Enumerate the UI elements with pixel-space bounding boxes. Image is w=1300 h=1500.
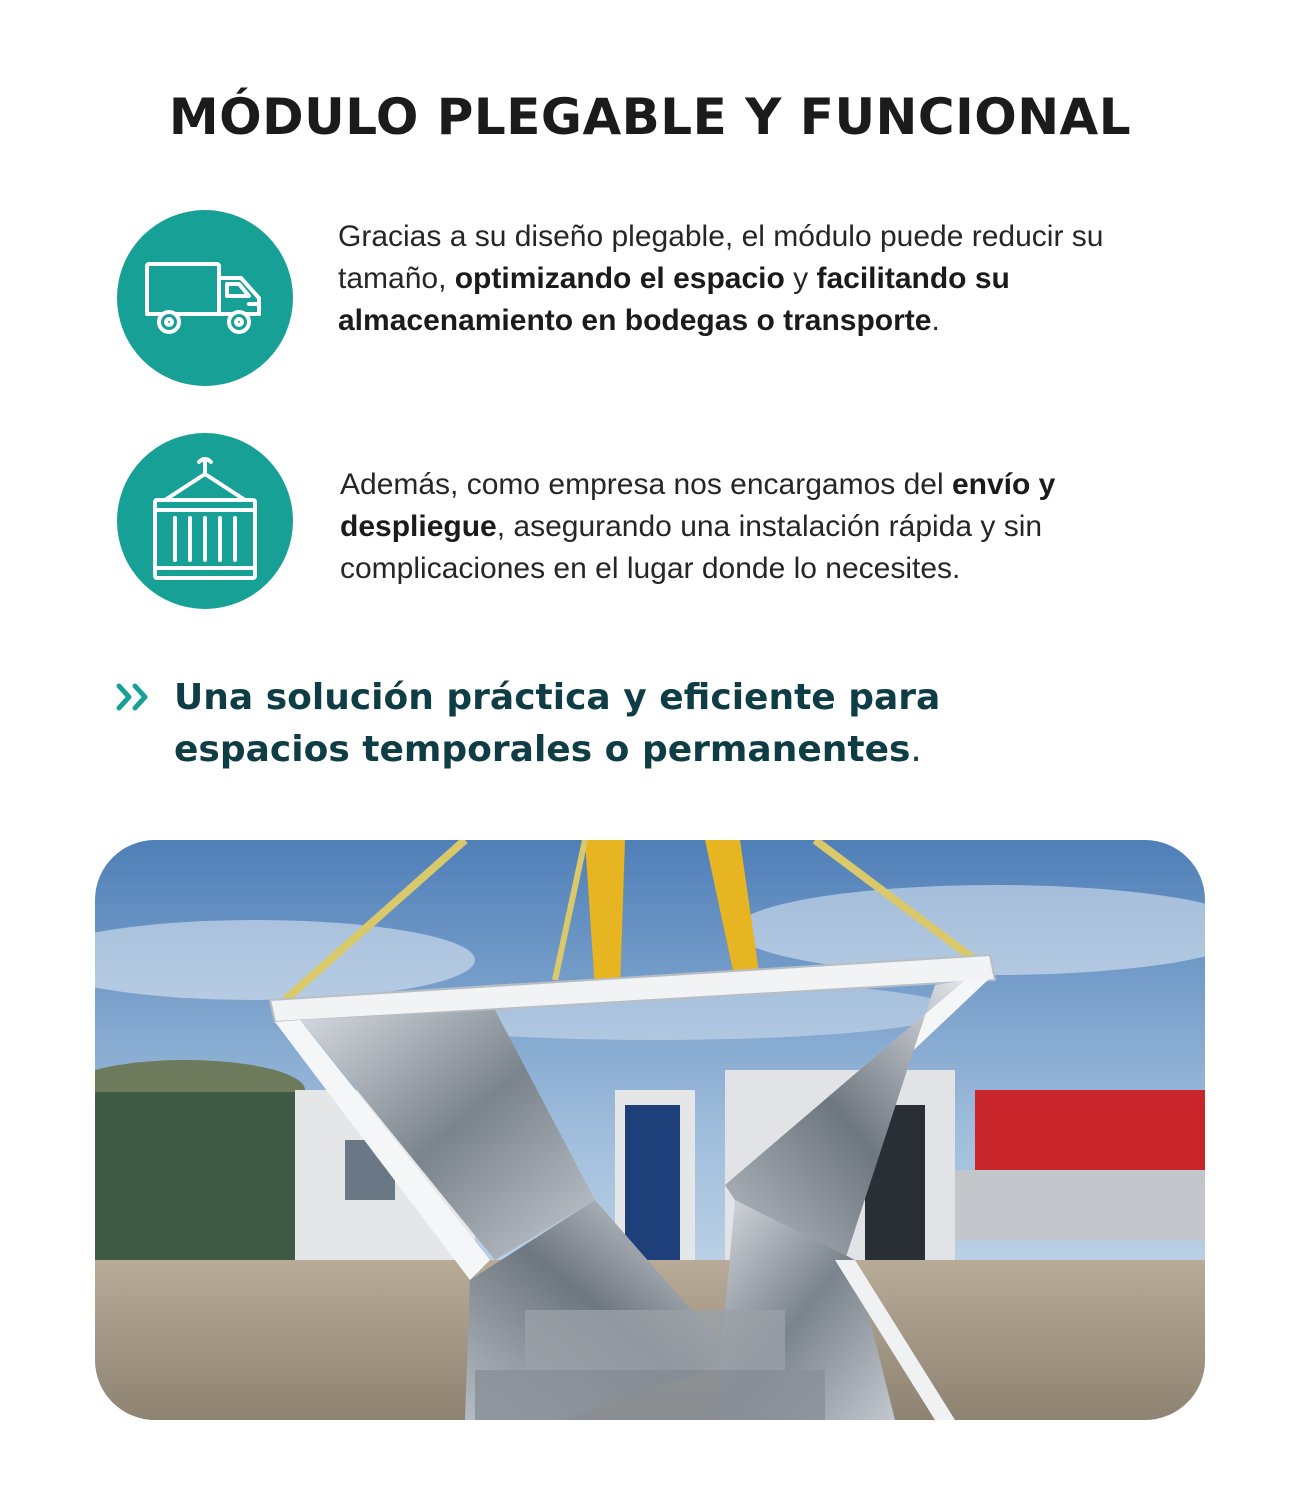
tagline: [114, 672, 1114, 776]
tagline-bold: Una solución práctica y eficiente para espacios temporales o permanentes: [174, 677, 941, 770]
container-icon-circle: [117, 433, 293, 609]
feature-2-text-b: , asegurando una instalación rápida y sin complicaciones en el lugar donde lo necesites.: [340, 510, 1043, 585]
feature-1-bold-a: optimizando el espacio: [454, 262, 785, 295]
feature-1-text-b: y: [784, 262, 817, 295]
feature-1-text: [338, 216, 1138, 342]
feature-2-text-a: Además, como empresa nos encargamos del: [340, 468, 952, 501]
feature-2-bold-a: envío y despliegue: [340, 468, 1056, 543]
feature-1-bold-b: facilitando su almacenamiento en bodegas o transporte: [338, 262, 1010, 337]
container-icon: [145, 456, 265, 586]
truck-icon: [143, 258, 267, 338]
double-chevron-right-icon: [114, 672, 174, 717]
feature-1-text-c: .: [931, 304, 940, 337]
tagline-end: .: [910, 729, 922, 770]
feature-2-text: [340, 464, 1190, 590]
truck-icon-circle: [117, 210, 293, 386]
page-title: MÓDULO PLEGABLE Y FUNCIONAL: [168, 88, 1132, 146]
folding-module-photo: [95, 840, 1205, 1420]
tagline-text: [174, 672, 1114, 776]
feature-1-text-a: Gracias a su diseño plegable, el módulo puede reducir su tamaño,: [338, 220, 1104, 295]
